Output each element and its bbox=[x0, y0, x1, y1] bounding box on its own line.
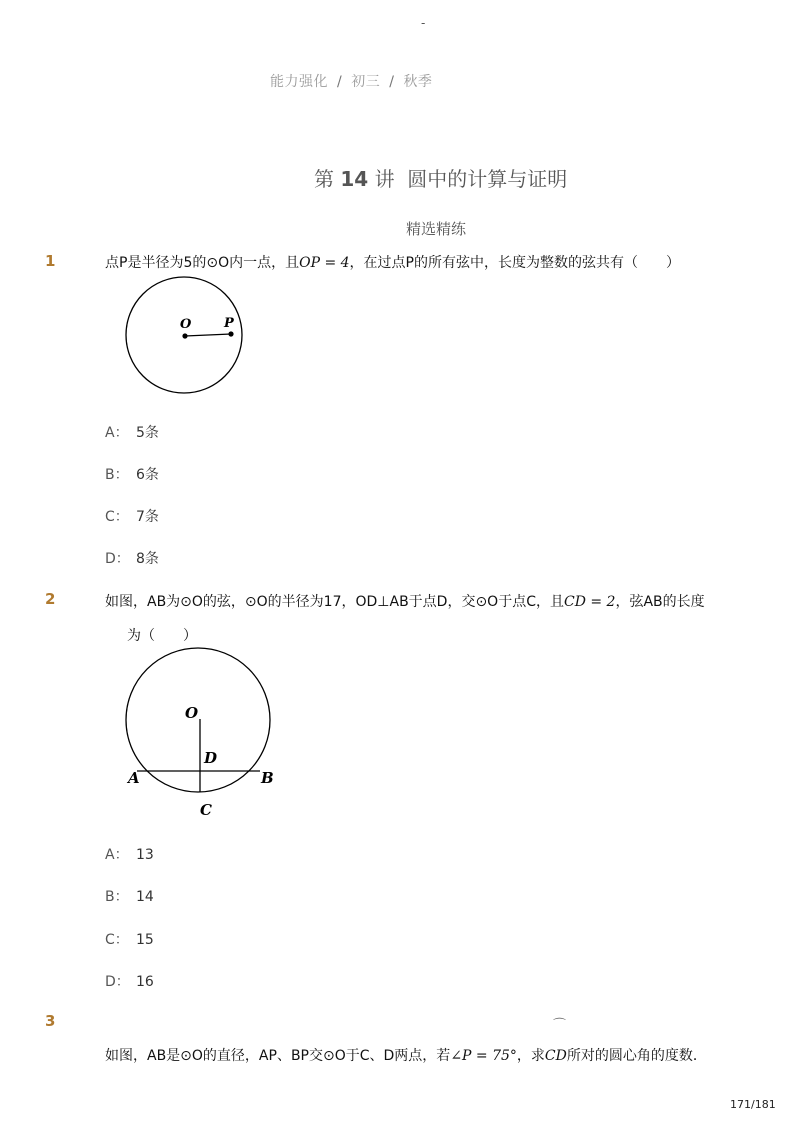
breadcrumb-separator: / bbox=[337, 74, 343, 90]
question-text-part: 所对的圆心角的度数． bbox=[566, 1048, 707, 1064]
question-text bbox=[105, 1045, 707, 1065]
section-title: 精选精练 bbox=[406, 220, 467, 238]
lecture-topic: 圆中的计算与证明 bbox=[407, 167, 568, 191]
option-label: B： bbox=[105, 889, 129, 905]
math-expression: ∠P = 75° bbox=[450, 1048, 517, 1064]
label-a: A bbox=[128, 769, 140, 787]
option-label: C： bbox=[105, 932, 129, 948]
question-1-figure bbox=[118, 272, 258, 402]
question-text-continued: 为（ ） bbox=[127, 628, 197, 644]
math-expression: OP = 4 bbox=[299, 255, 350, 271]
page-number: 171/181 bbox=[730, 1098, 776, 1111]
label-b: B bbox=[261, 769, 274, 787]
option-value: 14 bbox=[136, 889, 154, 905]
question-text bbox=[105, 591, 705, 611]
option-label: A： bbox=[105, 847, 129, 863]
question-number: 2 bbox=[45, 590, 56, 608]
option-c[interactable] bbox=[105, 929, 154, 949]
question-text-part: 点P是半径为5的⊙O内一点，且 bbox=[105, 255, 300, 271]
label-o: O bbox=[185, 704, 199, 722]
option-value: 13 bbox=[136, 847, 154, 863]
option-b[interactable] bbox=[105, 886, 154, 906]
option-value: 15 bbox=[136, 932, 154, 948]
lecture-prefix: 第 bbox=[314, 167, 334, 191]
option-label: D： bbox=[105, 551, 130, 567]
question-text bbox=[105, 252, 680, 272]
breadcrumb bbox=[270, 71, 432, 91]
question-text-part: 如图，AB是⊙O的直径，AP、BP交⊙O于C、D两点，若 bbox=[105, 1048, 451, 1064]
label-c: C bbox=[200, 801, 212, 819]
option-value: 8条 bbox=[136, 551, 159, 567]
lecture-number: 14 bbox=[340, 167, 369, 191]
label-o: O bbox=[180, 317, 192, 332]
segment-op bbox=[185, 334, 231, 336]
option-value: 7条 bbox=[136, 509, 159, 525]
lecture-suffix: 讲 bbox=[374, 167, 395, 191]
question-text-part: ，在过点P的所有弦中，长度为整数的弦共有（ ） bbox=[349, 255, 680, 271]
question-number: 1 bbox=[45, 252, 56, 270]
option-a[interactable] bbox=[105, 844, 154, 864]
arc-symbol: ⌒ bbox=[553, 1018, 567, 1033]
lecture-title bbox=[314, 163, 567, 192]
breadcrumb-course: 能力强化 bbox=[270, 74, 328, 90]
point-o bbox=[182, 333, 187, 338]
label-p: P bbox=[224, 316, 234, 331]
label-d: D bbox=[204, 749, 218, 767]
question-text-part: ，弦AB的长度 bbox=[615, 594, 705, 610]
option-c[interactable] bbox=[105, 506, 159, 526]
option-label: A： bbox=[105, 425, 129, 441]
question-text-part: ，求 bbox=[516, 1048, 545, 1064]
top-mark: - bbox=[421, 16, 426, 30]
option-label: D： bbox=[105, 974, 130, 990]
point-p bbox=[228, 331, 233, 336]
option-a[interactable] bbox=[105, 422, 159, 442]
breadcrumb-term: 秋季 bbox=[403, 74, 433, 90]
question-number: 3 bbox=[45, 1012, 56, 1030]
option-label: B： bbox=[105, 467, 129, 483]
option-value: 16 bbox=[136, 974, 154, 990]
breadcrumb-separator: / bbox=[389, 74, 395, 90]
question-2-figure bbox=[118, 640, 288, 825]
math-expression: CD = 2 bbox=[563, 594, 616, 610]
option-value: 5条 bbox=[136, 425, 159, 441]
option-d[interactable] bbox=[105, 971, 154, 991]
option-label: C： bbox=[105, 509, 129, 525]
math-expression: CD bbox=[544, 1048, 567, 1064]
option-d[interactable] bbox=[105, 548, 159, 568]
question-text-part: 如图，AB为⊙O的弦，⊙O的半径为17，OD⊥AB于点D，交⊙O于点C，且 bbox=[105, 594, 564, 610]
option-value: 6条 bbox=[136, 467, 159, 483]
breadcrumb-grade: 初三 bbox=[351, 74, 381, 90]
option-b[interactable] bbox=[105, 464, 159, 484]
